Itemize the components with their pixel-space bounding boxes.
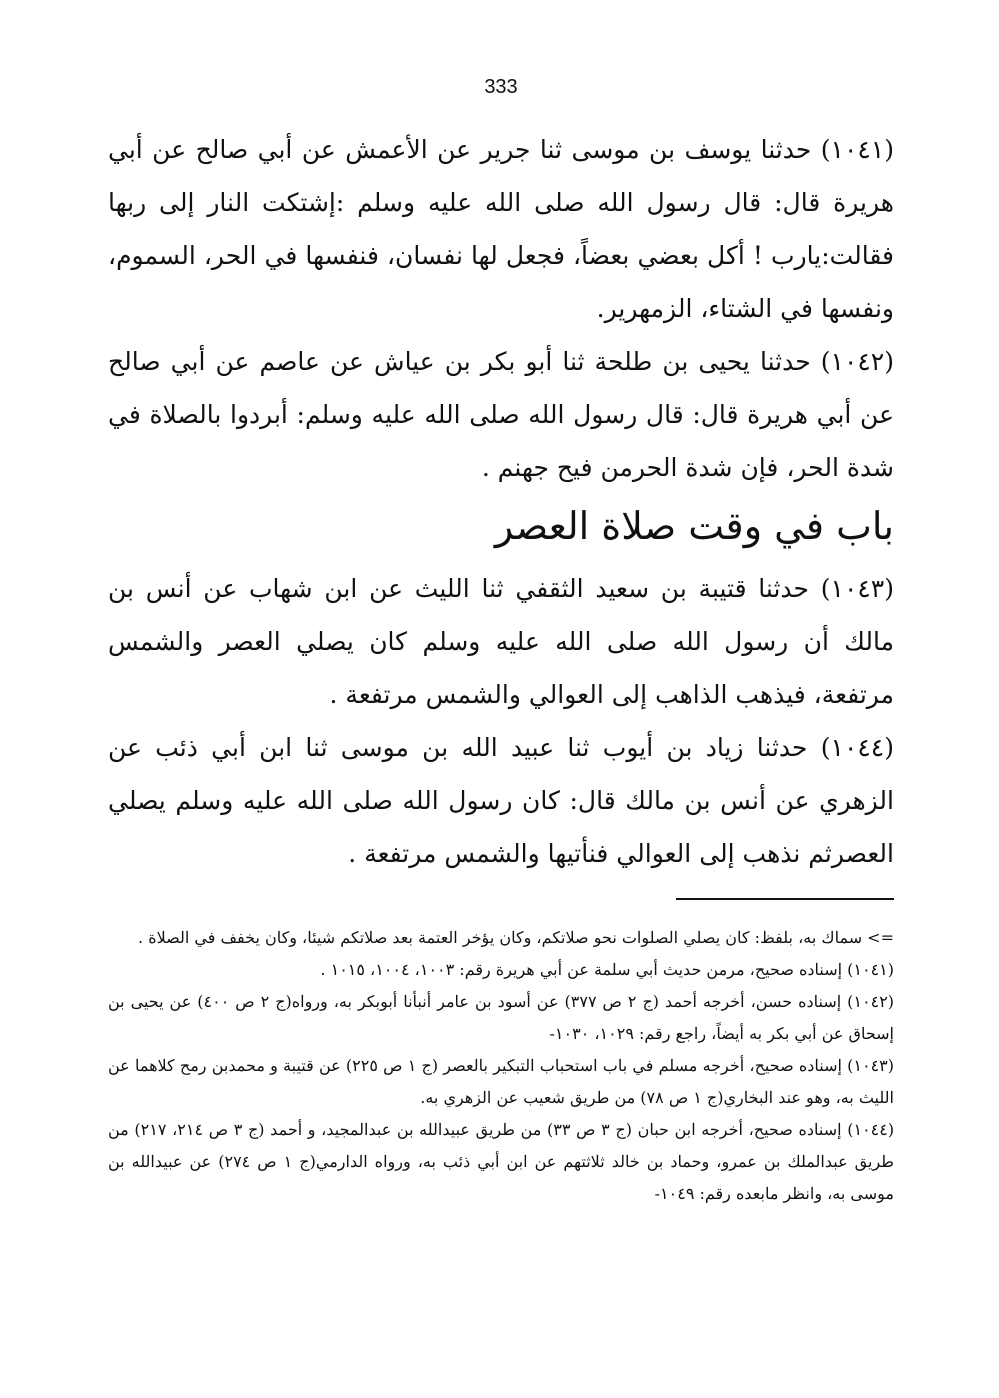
hadith-1044: (١٠٤٤) حدثنا زياد بن أيوب ثنا عبيد الله بن موسى ثنا ابن أبي ذئب عن الزهري عن أنس بن مالك قال: كان رسول الله صلى الله عليه وسلم يصلي العصرثم نذهب إلى العوالي فنأتيها والشمس مرتفعة . <box>108 733 894 868</box>
footnote-divider <box>676 898 894 900</box>
hadith-1041: (١٠٤١) حدثنا يوسف بن موسى ثنا جرير عن الأعمش عن أبي صالح عن أبي هريرة قال: قال رسول الله صلى الله عليه وسلم :إشتكت النار إلى ربها فقالت:يارب ! أكل بعضي بعضاً، فجعل لها نفسان، فنفسها في الحر، السموم، ونفسها في الشتاء، الزمهرير. <box>108 135 894 323</box>
main-text <box>108 123 894 880</box>
book-page <box>108 70 894 1210</box>
footnote-1043: (١٠٤٣) إسناده صحيح، أخرجه مسلم في باب استحباب التبكير بالعصر (ج ١ ص ٢٢٥) عن قتيبة و محمدبن رمح كلاهما عن الليث به، وهو عند البخاري(ج ١ ص ٧٨) من طريق شعيب عن الزهري به. <box>108 1056 894 1107</box>
hadith-1043: (١٠٤٣) حدثنا قتيبة بن سعيد الثقفي ثنا الليث عن ابن شهاب عن أنس بن مالك أن رسول الله صلى الله عليه وسلم كان يصلي العصر والشمس مرتفعة، فيذهب الذاهب إلى العوالي والشمس مرتفعة . <box>108 574 894 709</box>
footnote-1041: (١٠٤١) إسناده صحيح، مرمن حديث أبي سلمة عن أبي هريرة رقم: ١٠٠٣، ١٠٠٤، ١٠١٥ . <box>320 960 894 979</box>
chapter-title: باب في وقت صلاة العصر <box>494 504 894 548</box>
footnote-continuation: => سماك به، بلفظ: كان يصلي الصلوات نحو صلاتكم، وكان يؤخر العتمة بعد صلاتكم شيئا، وكان يخفف في الصلاة . <box>138 928 894 947</box>
footnote-1044: (١٠٤٤) إسناده صحيح، أخرجه ابن حبان (ج ٣ ص ٣٣) من طريق عبيدالله بن عبدالمجيد، و أحمد (ج ٣ ص ٢١٤، ٢١٧) من طريق عبدالملك بن عمرو، وحماد بن خالد ثلاثتهم عن ابن أبي ذئب به، ورواه الدارمي(ج ١ ص ٢٧٤) عن عبيدالله بن موسى به، وانظر مابعده رقم: ١٠٤٩- <box>108 1120 895 1203</box>
footnotes <box>108 922 894 1210</box>
hadith-1042: (١٠٤٢) حدثنا يحيى بن طلحة ثنا أبو بكر بن عياش عن عاصم عن أبي صالح عن أبي هريرة قال: قال رسول الله صلى الله عليه وسلم: أبردوا بالصلاة في شدة الحر، فإن شدة الحرمن فيح جهنم . <box>108 347 894 482</box>
page-number: 333 <box>484 76 518 98</box>
footnote-1042: (١٠٤٢) إسناده حسن، أخرجه أحمد (ج ٢ ص ٣٧٧) عن أسود بن عامر أنبأنا أبوبكر به، ورواه(ج ٢ ص ٤٠٠) عن يحيى بن إسحاق عن أبي بكر به أيضاً، راجع رقم: ١٠٢٩، ١٠٣٠- <box>108 992 895 1043</box>
